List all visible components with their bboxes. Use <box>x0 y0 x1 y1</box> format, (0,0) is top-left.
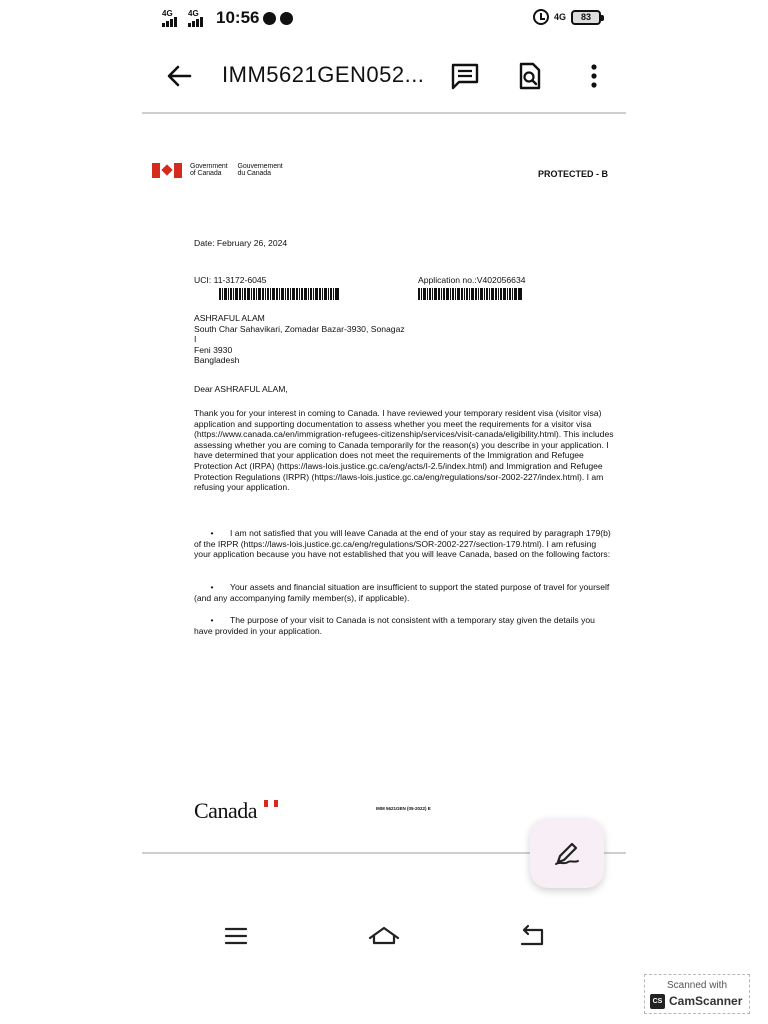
government-name <box>190 163 283 177</box>
gov-fr-line2: du Canada <box>237 170 271 177</box>
camscanner-watermark <box>644 974 750 1014</box>
gov-fr-line1: Gouvernement <box>237 163 283 170</box>
bullet-dot: • <box>210 528 214 538</box>
gov-en-line2: of Canada <box>190 170 222 177</box>
signal-icon <box>162 9 184 27</box>
refusal-factor-bullet <box>194 582 614 603</box>
home-icon <box>366 922 402 950</box>
more-vert-icon <box>578 60 610 92</box>
camscanner-name: CamScanner <box>669 994 743 1008</box>
application-number: Application no.:V402056634 <box>418 275 526 285</box>
form-code: IMM 5621GEN (05-2022) E <box>376 806 431 811</box>
address-line: South Char Sahavikari, Zomadar Bazar-3930, Sonagaz <box>194 323 405 334</box>
message-notification-icon <box>263 12 276 25</box>
battery-icon: 83 <box>571 10 601 25</box>
back-icon <box>514 922 550 950</box>
network-type: 4G <box>554 12 567 22</box>
find-in-page-button[interactable] <box>513 60 545 92</box>
salutation: Dear ASHRAFUL ALAM, <box>194 384 288 394</box>
signal-label: 4G <box>162 9 173 18</box>
gov-en-line1: Government <box>190 163 228 170</box>
signal-icon <box>188 9 210 27</box>
canada-wordmark: Canada <box>194 798 257 823</box>
signal-label: 4G <box>188 9 199 18</box>
status-left <box>162 8 293 28</box>
more-options-button[interactable] <box>578 60 610 92</box>
comment-icon <box>449 60 481 92</box>
comment-button[interactable] <box>449 60 481 92</box>
bullet-text: The purpose of your visit to Canada is not consistent with a temporary stay given the details you have provided in your application. <box>194 615 595 636</box>
recipient-address <box>194 313 494 366</box>
document-page[interactable] <box>142 114 626 852</box>
bullet-dot: • <box>210 582 214 592</box>
scanned-with-label: Scanned with <box>666 980 728 991</box>
bullet-text: Your assets and financial situation are insufficient to support the stated purpose of travel for yourself (and any accompanying family member(s), if applicable). <box>194 582 610 603</box>
address-line: Feni 3930 <box>194 344 233 355</box>
system-navigation-bar <box>0 912 768 962</box>
wordmark-flag-icon <box>264 800 278 807</box>
back-button[interactable] <box>162 60 198 92</box>
uci-number: UCI: 11-3172-6045 <box>194 275 267 285</box>
uci-barcode <box>219 288 339 300</box>
government-of-canada-signature <box>152 163 283 178</box>
status-bar <box>0 0 768 40</box>
messenger-notification-icon <box>280 12 293 25</box>
classification-label: PROTECTED - B <box>538 169 609 179</box>
bullet-dot: • <box>210 615 214 625</box>
address-line: I <box>194 334 197 345</box>
home-button[interactable] <box>366 922 402 950</box>
find-in-page-icon <box>513 60 545 92</box>
canada-flag-icon <box>152 163 182 178</box>
document-title: IMM5621GEN052... <box>222 62 425 87</box>
refusal-factor-bullet <box>194 615 614 636</box>
menu-icon <box>218 922 254 950</box>
refusal-reason-bullet <box>194 528 614 560</box>
edit-fab-button[interactable] <box>530 818 604 888</box>
address-line: Bangladesh <box>194 355 240 366</box>
system-back-button[interactable] <box>514 922 550 950</box>
camscanner-logo-icon: CS <box>650 994 665 1009</box>
status-right <box>533 9 601 25</box>
alarm-icon <box>533 9 549 25</box>
body-paragraph: Thank you for your interest in coming to Canada. I have reviewed your temporary resident visa (visitor visa) application and supporting documentation to assess whether you meet the requirements for a visitor visa (https://www.canada.ca/en/immigration-refugees-citizenship/services/visit-canada/eligibility.html). This includes assessing whether you are coming to Canada temporarily for the reason(s) you describe in your application. I have determined that your application does not meet the requirements of the Immigration and Refugee Protection Act (IRPA) (https://laws-lois.justice.gc.ca/eng/acts/I-2.5/index.html) and Immigration and Refugee Protection Regulations (IRPR) (https://laws-lois.justice.gc.ca/eng/regulations/sor-2002-227/index.html). I am refusing your application. <box>194 408 614 493</box>
application-barcode <box>418 288 522 300</box>
clock: 10:56 <box>216 8 260 27</box>
letter-date: Date: February 26, 2024 <box>194 238 288 248</box>
edit-pen-icon <box>552 838 582 868</box>
recent-apps-button[interactable] <box>218 922 254 950</box>
app-bar <box>0 44 768 108</box>
arrow-back-icon <box>162 60 198 92</box>
address-line: ASHRAFUL ALAM <box>194 313 265 323</box>
bullet-text: I am not satisfied that you will leave Canada at the end of your stay as required by paragraph 179(b) of the IRPR (https://laws-lois.justice.gc.ca/eng/regulations/SOR-2002-227/section-179.html). I am refusing your application because you have not established that you will leave Canada, based on the following factors: <box>194 528 611 560</box>
